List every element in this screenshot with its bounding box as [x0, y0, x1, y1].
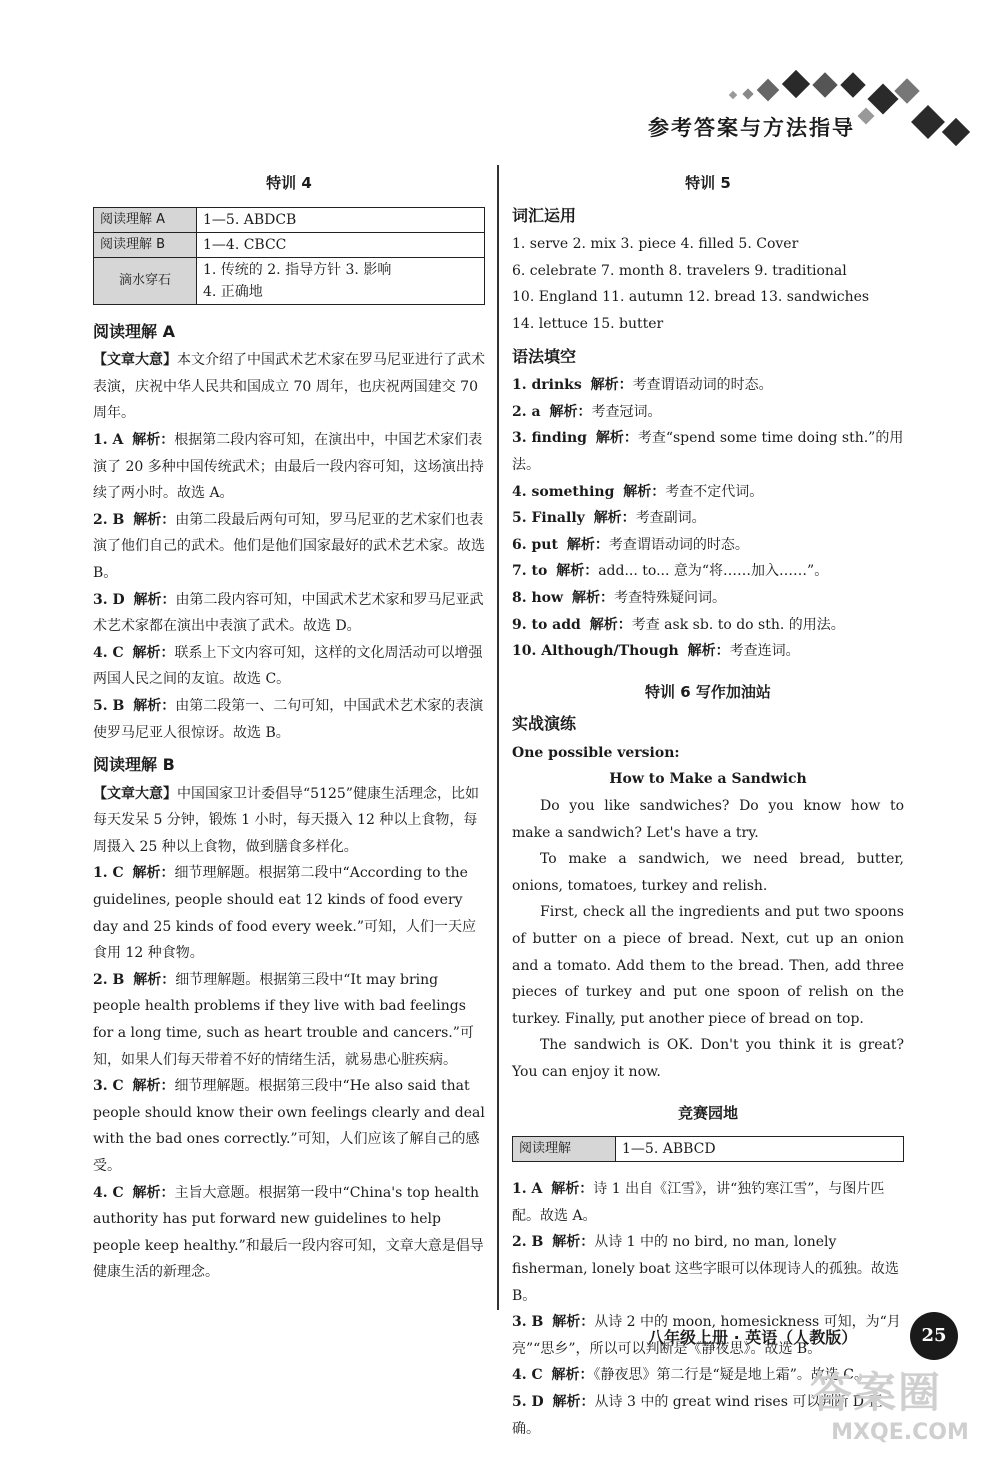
analysis-label: 解析： — [687, 643, 730, 660]
item-number: 6. put — [512, 536, 558, 553]
item-text: 由第二段内容可知，中国武术艺术家和罗马尼亚武术艺术家都在演出中表演了武术。故选 D。 — [93, 591, 484, 635]
item-text: 从诗 2 中的 moon, homesickness 可知，为“月亮”“思乡”，所以可以判断是《静夜思》。故选 B。 — [512, 1314, 901, 1357]
item-text: 考查不定代词。 — [665, 483, 764, 500]
page-number: 25 — [910, 1312, 958, 1360]
possible-version-label: One possible version: — [512, 744, 680, 761]
analysis-label: 解析： — [133, 591, 176, 608]
table-label: 阅读理解 A — [94, 207, 197, 232]
analysis-label: 解析： — [133, 511, 176, 528]
list-item — [512, 372, 904, 399]
table-value-line: 4. 正确地 — [203, 283, 263, 300]
summary-tag: 【文章大意】 — [93, 785, 177, 802]
header-title: 参考答案与方法指导 — [648, 116, 855, 140]
table-value — [197, 257, 485, 304]
watermark-logo — [810, 1360, 990, 1470]
analysis-label: 解析： — [552, 1314, 595, 1331]
left-column — [93, 170, 485, 1286]
item-text: 根据第二段内容可知，在演出中，中国艺术家们表演了 20 多种中国传统武术；由最后一段内容可知，这场演出持续了两小时。故选 A。 — [93, 431, 484, 502]
section-title-6: 特训 6 写作加油站 — [645, 682, 771, 701]
heading-grammar: 语法填空 — [512, 346, 577, 366]
vocab-line: 1. serve 2. mix 3. piece 4. filled 5. Cover — [512, 236, 799, 253]
item-text: 考查“spend some time doing sth.”的用法。 — [512, 430, 904, 473]
item-number: 2. a — [512, 403, 541, 420]
table-value: 1—5. ABBCD — [616, 1137, 904, 1162]
item-number: 1. C — [93, 865, 124, 882]
analysis-label: 解析： — [556, 563, 599, 580]
list-item — [512, 479, 904, 506]
item-number: 4. C — [93, 1184, 124, 1201]
column-divider — [497, 165, 499, 1310]
analysis-label: 解析： — [551, 1367, 594, 1384]
answer-table-4 — [93, 207, 485, 305]
item-text: 细节理解题。根据第三段中“He also said that people should know their own feelings clearly and deal with the bad ones correctly.”可知，人们应该了解自己的感受。 — [93, 1078, 485, 1174]
item-number: 3. D — [93, 591, 125, 608]
item-text: 从诗 1 中的 no bird, no man, lonely fisherman, lonely boat 这些字眼可以体现诗人的孤独。故选 B。 — [512, 1234, 899, 1304]
item-text: 联系上下文内容可知，这样的文化周活动可以增强两国人民之间的友谊。故选 C。 — [93, 644, 483, 688]
vocab-line: 14. lettuce 15. butter — [512, 315, 664, 332]
item-text: 诗 1 出自《江雪》，讲“独钓寒江雪”，与图片匹配。故选 A。 — [512, 1181, 885, 1224]
item-text: 细节理解题。根据第三段中“It may bring people health problems if they live with bad feelings for a long time, such as heart trouble and cancers.”可知，如果人们每天带着不好的情绪生活，就易患心脏疾病。 — [93, 971, 474, 1068]
table-label: 滴水穿石 — [94, 257, 197, 304]
essay-title: How to Make a Sandwich — [609, 771, 807, 788]
list-item — [512, 399, 904, 426]
watermark-line: MXQE.COM — [831, 1420, 969, 1445]
analysis-label: 解析： — [595, 430, 638, 447]
item-number: 5. Finally — [512, 510, 585, 527]
item-number: 5. D — [512, 1393, 544, 1410]
table-value: 1—4. CBCC — [197, 232, 485, 257]
list-item — [512, 638, 904, 665]
analysis-label: 解析： — [566, 536, 609, 553]
analysis-label: 解析： — [549, 403, 592, 420]
list-item — [512, 585, 904, 612]
analysis-label: 解析： — [623, 483, 666, 500]
vocab-line: 6. celebrate 7. month 8. travelers 9. traditional — [512, 262, 847, 279]
list-item — [512, 505, 904, 532]
summary-a — [93, 347, 485, 427]
heading-practice: 实战演练 — [512, 714, 577, 734]
list-item — [93, 507, 485, 587]
list-item — [93, 1073, 485, 1179]
list-item — [93, 587, 485, 640]
footer-text: 八年级上册 · 英语（人教版） — [648, 1328, 858, 1347]
list-item — [93, 1180, 485, 1286]
analysis-label: 解析： — [132, 865, 175, 882]
item-number: 9. to add — [512, 616, 581, 633]
analysis-label: 解析： — [571, 589, 614, 606]
item-text: 细节理解题。根据第二段中“According to the guidelines, people should eat 12 kinds of food every day and 25 kinds of food every week.”可知，人们一天应食用 12 种食物。 — [93, 865, 476, 962]
analysis-label: 解析： — [590, 377, 633, 394]
item-text: 考查副词。 — [635, 510, 706, 527]
list-item — [93, 693, 485, 746]
item-text: 考查冠词。 — [591, 403, 662, 420]
list-item — [93, 427, 485, 507]
analysis-label: 解析： — [132, 644, 175, 661]
summary-text: 本文介绍了中国武术艺术家在罗马尼亚进行了武术表演，庆祝中华人民共和国成立 70 周年，也庆祝两国建交 70 周年。 — [93, 352, 485, 422]
heading-read-b: 阅读理解 B — [93, 755, 175, 775]
item-number: 1. A — [93, 431, 124, 448]
essay-paragraph: Do you like sandwiches? Do you know how to make a sandwich? Let's have a try. — [512, 798, 904, 841]
vocab-line: 10. England 11. autumn 12. bread 13. sandwiches — [512, 289, 870, 306]
item-text: 由第二段最后两句可知，罗马尼亚的艺术家们也表演了他们自己的武术。他们是他们国家最好的武术艺术家。故选 B。 — [93, 511, 485, 581]
item-text: 从诗 3 中的 great wind rises 可以判断 D 正确。 — [512, 1393, 883, 1437]
item-number: 3. finding — [512, 430, 587, 447]
item-text: 考查连词。 — [729, 643, 800, 660]
item-number: 2. B — [512, 1234, 544, 1251]
item-text: 主旨大意题。根据第一段中“China's top health authority has put forward new guidelines to help people keep healthy.”和最后一段内容可知，文章大意是倡导健康生活的新理念。 — [93, 1184, 484, 1281]
item-number: 10. Although/Though — [512, 643, 679, 660]
right-column — [512, 170, 904, 1442]
item-text: 《静夜思》第二行是“疑是地上霜”。故选 C。 — [593, 1367, 869, 1384]
item-number: 5. B — [93, 697, 125, 714]
summary-tag: 【文章大意】 — [93, 352, 177, 369]
table-label: 阅读理解 B — [94, 232, 197, 257]
list-item — [512, 425, 904, 478]
essay-paragraph: The sandwich is OK. Don't you think it is great? You can enjoy it now. — [512, 1037, 904, 1080]
item-number: 1. A — [512, 1181, 543, 1198]
list-item — [512, 532, 904, 559]
item-text: add... to... 意为“将……加入……”。 — [598, 563, 829, 580]
list-item — [512, 558, 904, 585]
analysis-label: 解析： — [552, 1393, 595, 1410]
decorative-diamonds — [720, 62, 980, 157]
item-text: 考查特殊疑问词。 — [613, 589, 726, 606]
table-label: 阅读理解 — [513, 1137, 616, 1162]
analysis-label: 解析： — [589, 616, 632, 633]
analysis-label: 解析： — [593, 510, 636, 527]
item-number: 3. C — [93, 1078, 124, 1095]
analysis-label: 解析： — [132, 1078, 175, 1095]
list-item — [512, 1176, 904, 1229]
analysis-label: 解析： — [133, 697, 176, 714]
item-number: 8. how — [512, 589, 564, 606]
section-title-5: 特训 5 — [685, 174, 731, 192]
table-value-line: 1. 传统的 2. 指导方针 3. 影响 — [203, 261, 392, 278]
summary-text: 中国国家卫计委倡导“5125”健康生活理念，比如每天发呆 5 分钟，锻炼 1 小时，每天摄入 12 种以上食物，每周摄入 25 种以上食物，做到膳食多样化。 — [93, 785, 479, 855]
analysis-label: 解析： — [133, 971, 176, 988]
list-item — [93, 967, 485, 1073]
answer-table-contest — [512, 1136, 904, 1162]
watermark-line: 答案圈 — [810, 1368, 943, 1417]
item-text: 考查谓语动词的时态。 — [608, 536, 749, 553]
table-value: 1—5. ABDCB — [197, 207, 485, 232]
item-number: 2. B — [93, 511, 125, 528]
summary-b — [93, 781, 485, 861]
item-number: 4. C — [512, 1367, 543, 1384]
list-item — [512, 1229, 904, 1309]
section-title-contest: 竞赛园地 — [677, 1103, 738, 1122]
item-number: 2. B — [93, 971, 125, 988]
analysis-label: 解析： — [552, 1234, 595, 1251]
analysis-label: 解析： — [551, 1181, 594, 1198]
heading-read-a: 阅读理解 A — [93, 321, 175, 341]
section-title-4: 特训 4 — [266, 174, 312, 192]
item-number: 4. C — [93, 644, 124, 661]
list-item — [93, 860, 485, 966]
essay-paragraph: First, check all the ingredients and put two spoons of butter on a piece of bread. Next, cut up an onion and a tomato. Add them to the bread. Then, add three pieces of turkey and put one spoon of relish on the turkey. Finally, put another piece of bread on top. — [512, 904, 904, 1027]
list-item — [512, 612, 904, 639]
item-text: 考查谓语动词的时态。 — [632, 377, 773, 394]
item-number: 3. B — [512, 1314, 544, 1331]
item-text: 考查 ask sb. to do sth. 的用法。 — [631, 616, 845, 633]
analysis-label: 解析： — [132, 431, 175, 448]
item-number: 7. to — [512, 563, 548, 580]
analysis-label: 解析： — [132, 1184, 175, 1201]
list-item — [93, 640, 485, 693]
item-text: 由第二段第一、二句可知，中国武术艺术家的表演使罗马尼亚人很惊讶。故选 B。 — [93, 697, 484, 741]
essay-paragraph: To make a sandwich, we need bread, butter, onions, tomatoes, turkey and relish. — [512, 851, 904, 894]
item-number: 1. drinks — [512, 377, 582, 394]
heading-vocab: 词汇运用 — [512, 205, 577, 225]
item-number: 4. something — [512, 483, 615, 500]
